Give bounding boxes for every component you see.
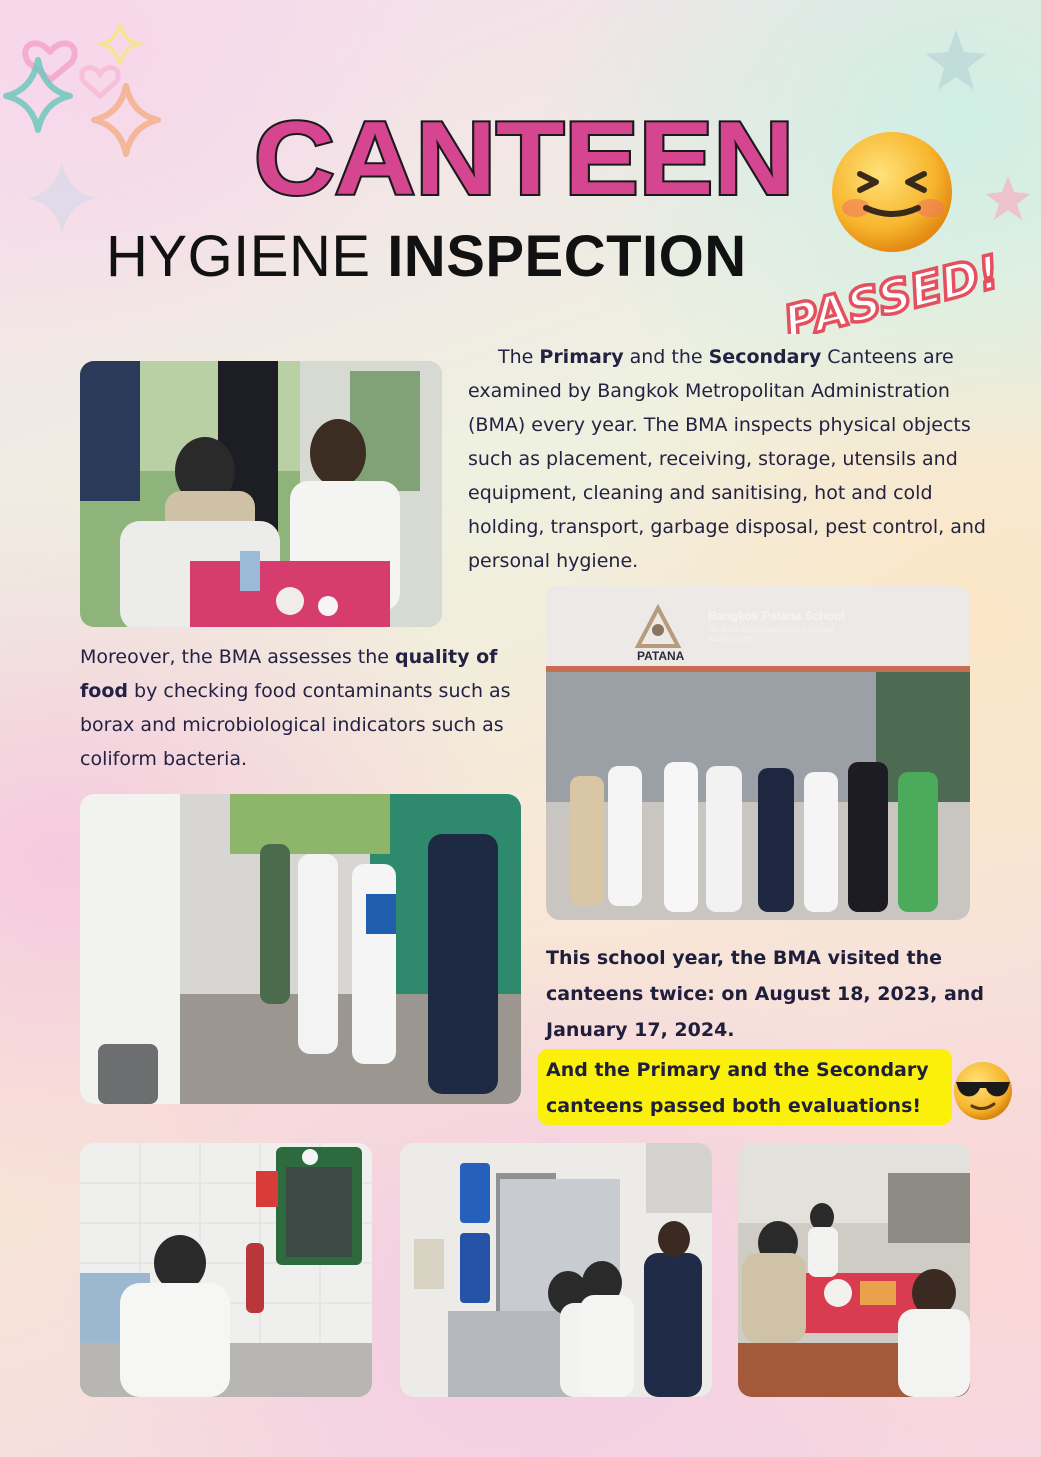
intro-text-3: Canteens are examined by Bangkok Metropolitan Administration (BMA) every year. The BMA inspects physical objects such as placement, receiving, storage, utensils and equipment, cleaning and sanitising, hot and cold holding, transport, garbage disposal, pest control, and personal hygiene. bbox=[468, 346, 986, 572]
sign-established: Established 1957 bbox=[708, 635, 757, 643]
sign-title: Bangkok Patana School bbox=[708, 609, 845, 623]
photo-group-entrance bbox=[546, 586, 970, 920]
subtitle-light: HYGIENE bbox=[106, 224, 371, 289]
page-subtitle bbox=[106, 222, 747, 292]
passed-stamp bbox=[768, 224, 998, 338]
decorative-sparkles bbox=[0, 0, 200, 260]
quality-text-2: by checking food contaminants such as borax and microbiological indicators such as coliform bacteria. bbox=[80, 680, 511, 770]
photo-food-testing bbox=[738, 1143, 970, 1397]
star-icon bbox=[926, 30, 986, 90]
quality-paragraph bbox=[80, 640, 530, 776]
page-title bbox=[248, 96, 808, 206]
photo-water-filter-check bbox=[400, 1143, 712, 1397]
logo-text: PATANA bbox=[637, 649, 685, 663]
passed-stamp-text: PASSED! bbox=[778, 244, 998, 334]
photo-inspection-table bbox=[80, 361, 442, 627]
sparkle-icon bbox=[28, 162, 96, 234]
photo-first-aid-check bbox=[80, 1143, 372, 1397]
star-icon bbox=[986, 176, 1030, 220]
result-text: And the Primary and the Secondary canteens passed both evaluations! bbox=[546, 1059, 929, 1117]
heart-icon bbox=[82, 68, 118, 96]
photo-outdoor-inspection bbox=[80, 794, 521, 1104]
quality-text-1: Moreover, the BMA assesses the bbox=[80, 646, 396, 668]
visit-paragraph: This school year, the BMA visited the canteens twice: on August 18, 2023, and January 17, 2024. bbox=[546, 947, 984, 1041]
sparkle-icon bbox=[94, 86, 158, 154]
sparkle-icon bbox=[102, 24, 138, 64]
intro-bold-secondary: Secondary bbox=[708, 346, 822, 368]
sign-subtitle: The British International School in Thailand bbox=[708, 626, 834, 634]
intro-text-2: and the bbox=[623, 346, 709, 368]
title-main-text: CANTEEN bbox=[254, 101, 794, 206]
quality-bold-food: quality of food bbox=[80, 646, 498, 702]
intro-bold-primary: Primary bbox=[539, 346, 624, 368]
subtitle-bold: INSPECTION bbox=[387, 224, 747, 289]
sunglasses-emoji-icon bbox=[950, 1058, 1016, 1128]
intro-paragraph bbox=[468, 340, 988, 578]
intro-text-1: The bbox=[498, 346, 540, 368]
